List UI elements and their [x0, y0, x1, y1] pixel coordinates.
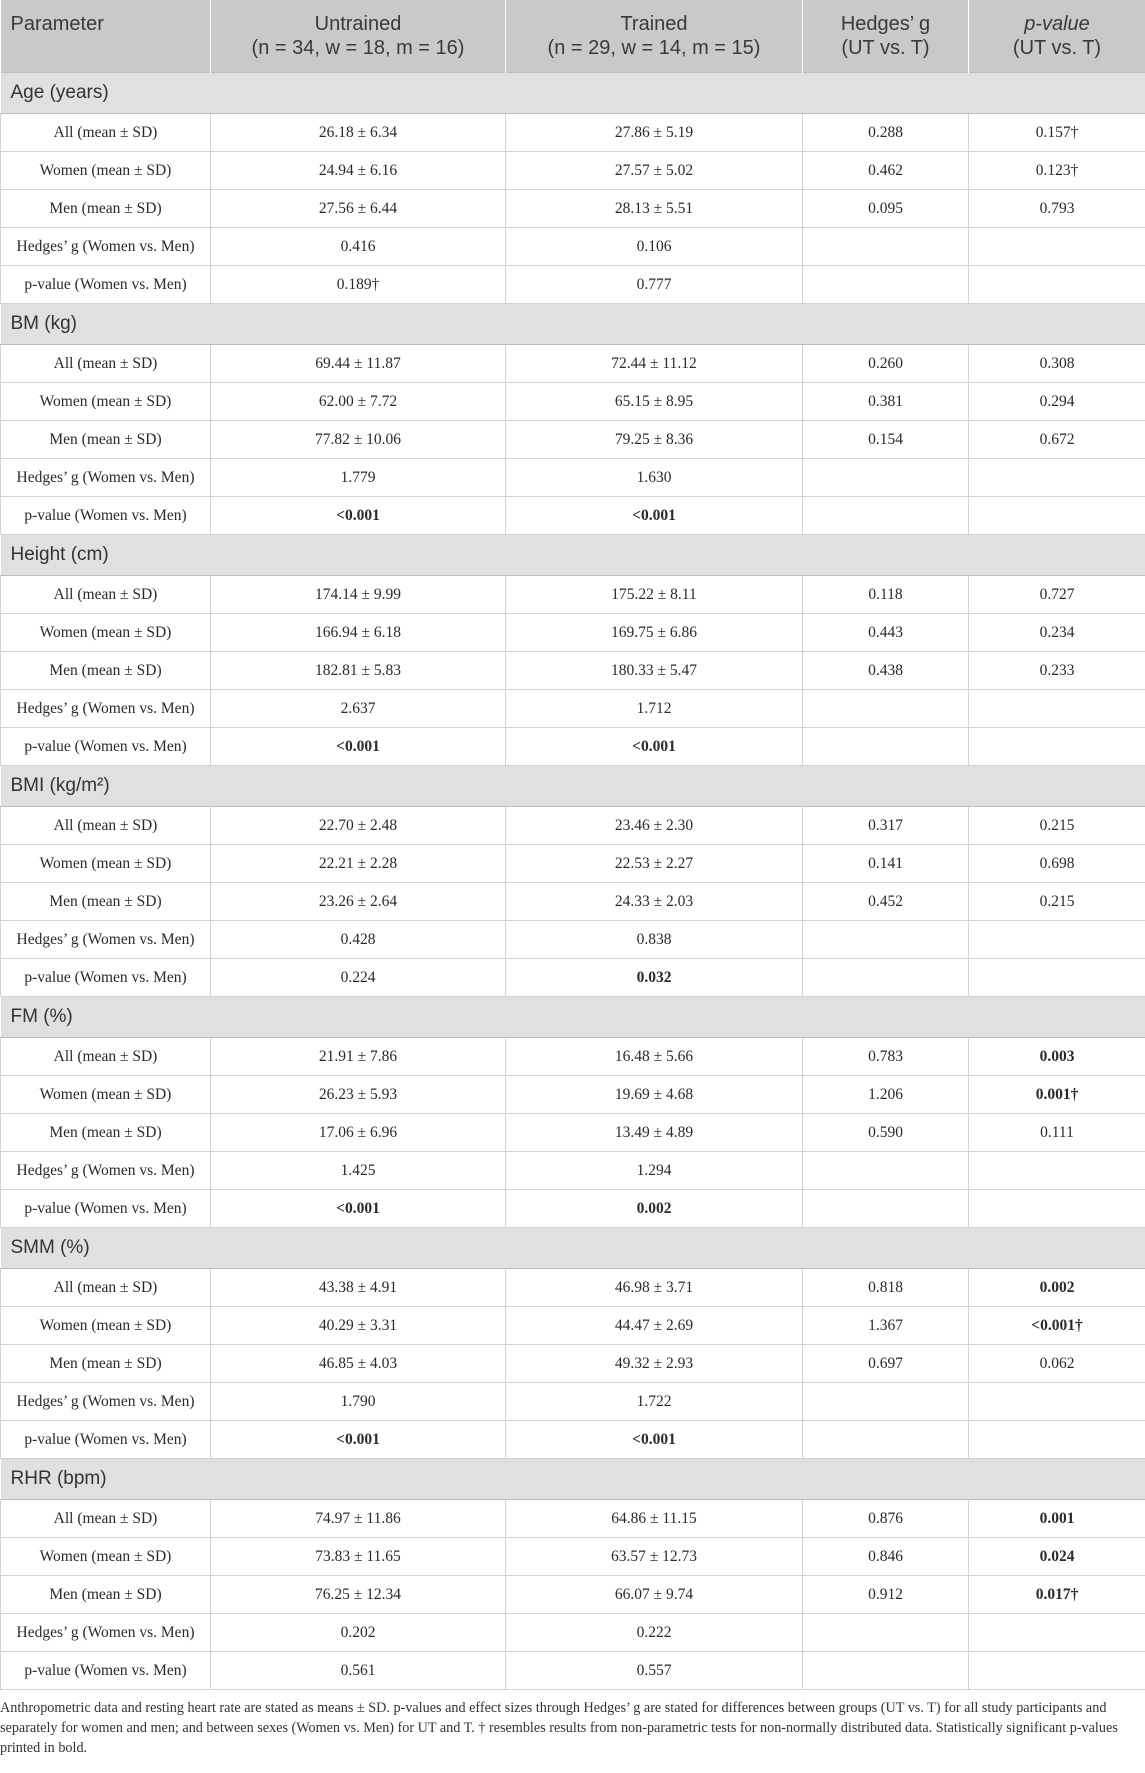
cell-hedges-g: 0.818: [803, 1269, 969, 1307]
section-title: FM (%): [1, 997, 1145, 1038]
cell-hedges-g: [803, 959, 969, 997]
row-label: Men (mean ± SD): [1, 421, 211, 459]
cell-p-value: [969, 921, 1145, 959]
cell-p-value: [969, 1152, 1145, 1190]
row-label: Hedges’ g (Women vs. Men): [1, 921, 211, 959]
row-label: All (mean ± SD): [1, 114, 211, 152]
cell-hedges-g: 0.912: [803, 1576, 969, 1614]
table-row: [1, 614, 1145, 652]
row-label: Men (mean ± SD): [1, 1576, 211, 1614]
cell-p-value: 0.001†: [969, 1076, 1145, 1114]
header-trained: [506, 0, 803, 73]
section-title: Height (cm): [1, 535, 1145, 576]
cell-hedges-g: [803, 266, 969, 304]
table-row: [1, 459, 1145, 497]
cell-trained: 175.22 ± 8.11: [506, 576, 803, 614]
cell-untrained: <0.001: [211, 1421, 506, 1459]
table-row: [1, 959, 1145, 997]
table-row: [1, 1576, 1145, 1614]
cell-untrained: 46.85 ± 4.03: [211, 1345, 506, 1383]
cell-p-value: 0.157†: [969, 114, 1145, 152]
cell-untrained: 182.81 ± 5.83: [211, 652, 506, 690]
cell-untrained: <0.001: [211, 1190, 506, 1228]
cell-untrained: 73.83 ± 11.65: [211, 1538, 506, 1576]
table-row: [1, 1038, 1145, 1076]
cell-trained: 19.69 ± 4.68: [506, 1076, 803, 1114]
cell-trained: 1.722: [506, 1383, 803, 1421]
cell-untrained: 62.00 ± 7.72: [211, 383, 506, 421]
cell-trained: 46.98 ± 3.71: [506, 1269, 803, 1307]
cell-hedges-g: [803, 1383, 969, 1421]
cell-trained: 0.222: [506, 1614, 803, 1652]
row-label: Women (mean ± SD): [1, 1538, 211, 1576]
cell-p-value: <0.001†: [969, 1307, 1145, 1345]
cell-trained: 27.86 ± 5.19: [506, 114, 803, 152]
header-untrained-label: Untrained: [314, 13, 402, 35]
cell-trained: 1.294: [506, 1152, 803, 1190]
row-label: Women (mean ± SD): [1, 614, 211, 652]
cell-hedges-g: 0.260: [803, 345, 969, 383]
row-label: Women (mean ± SD): [1, 845, 211, 883]
table-row: [1, 690, 1145, 728]
row-label: All (mean ± SD): [1, 807, 211, 845]
cell-p-value: 0.233: [969, 652, 1145, 690]
cell-hedges-g: 0.095: [803, 190, 969, 228]
row-label: Hedges’ g (Women vs. Men): [1, 1614, 211, 1652]
cell-trained: 23.46 ± 2.30: [506, 807, 803, 845]
cell-hedges-g: 0.846: [803, 1538, 969, 1576]
row-label: p-value (Women vs. Men): [1, 1652, 211, 1690]
cell-untrained: <0.001: [211, 497, 506, 535]
row-label: All (mean ± SD): [1, 345, 211, 383]
row-label: Women (mean ± SD): [1, 383, 211, 421]
table-row: [1, 1307, 1145, 1345]
cell-p-value: 0.727: [969, 576, 1145, 614]
row-label: All (mean ± SD): [1, 1500, 211, 1538]
cell-untrained: 40.29 ± 3.31: [211, 1307, 506, 1345]
cell-trained: 0.032: [506, 959, 803, 997]
cell-untrained: 0.189†: [211, 266, 506, 304]
cell-untrained: <0.001: [211, 728, 506, 766]
table-row: [1, 152, 1145, 190]
row-label: Men (mean ± SD): [1, 883, 211, 921]
cell-trained: 1.712: [506, 690, 803, 728]
table-footnote: Anthropometric data and resting heart rate are stated as means ± SD. p-values and effect sizes through Hedges’ g are stated for differences between groups (UT vs. T) for all study participants and separately for women and men; and between sexes (Women vs. Men) for UT and T. † resembles results from non-parametric tests for non-normally distributed data. Statistically significant p-values printed in bold.: [0, 1700, 1118, 1756]
header-trained-n: (n = 29, w = 14, m = 15): [547, 37, 761, 59]
row-label: Men (mean ± SD): [1, 1345, 211, 1383]
cell-untrained: 17.06 ± 6.96: [211, 1114, 506, 1152]
cell-trained: 169.75 ± 6.86: [506, 614, 803, 652]
cell-p-value: [969, 690, 1145, 728]
cell-untrained: 76.25 ± 12.34: [211, 1576, 506, 1614]
table-row: [1, 497, 1145, 535]
table-row: [1, 421, 1145, 459]
section-header-row: [1, 997, 1145, 1038]
table-row: [1, 266, 1145, 304]
cell-hedges-g: 0.141: [803, 845, 969, 883]
cell-p-value: 0.215: [969, 883, 1145, 921]
section-title: SMM (%): [1, 1228, 1145, 1269]
table-row: [1, 190, 1145, 228]
cell-trained: 44.47 ± 2.69: [506, 1307, 803, 1345]
cell-hedges-g: 0.288: [803, 114, 969, 152]
cell-untrained: 24.94 ± 6.16: [211, 152, 506, 190]
cell-hedges-g: 0.118: [803, 576, 969, 614]
cell-p-value: 0.062: [969, 1345, 1145, 1383]
cell-trained: 49.32 ± 2.93: [506, 1345, 803, 1383]
cell-untrained: 22.21 ± 2.28: [211, 845, 506, 883]
cell-p-value: 0.111: [969, 1114, 1145, 1152]
table-row: [1, 845, 1145, 883]
table-row: [1, 1345, 1145, 1383]
cell-untrained: 1.425: [211, 1152, 506, 1190]
cell-trained: 66.07 ± 9.74: [506, 1576, 803, 1614]
cell-trained: 79.25 ± 8.36: [506, 421, 803, 459]
section-title: RHR (bpm): [1, 1459, 1145, 1500]
cell-untrained: 0.561: [211, 1652, 506, 1690]
cell-trained: 63.57 ± 12.73: [506, 1538, 803, 1576]
cell-hedges-g: [803, 228, 969, 266]
cell-p-value: 0.123†: [969, 152, 1145, 190]
cell-untrained: 0.416: [211, 228, 506, 266]
cell-hedges-g: 0.443: [803, 614, 969, 652]
cell-trained: 27.57 ± 5.02: [506, 152, 803, 190]
header-p-sub: (UT vs. T): [1012, 37, 1102, 59]
cell-p-value: 0.234: [969, 614, 1145, 652]
row-label: Hedges’ g (Women vs. Men): [1, 459, 211, 497]
row-label: Hedges’ g (Women vs. Men): [1, 228, 211, 266]
cell-p-value: [969, 459, 1145, 497]
cell-hedges-g: [803, 1652, 969, 1690]
cell-p-value: 0.003: [969, 1038, 1145, 1076]
cell-untrained: 1.779: [211, 459, 506, 497]
cell-p-value: 0.294: [969, 383, 1145, 421]
cell-p-value: [969, 228, 1145, 266]
row-label: Women (mean ± SD): [1, 1076, 211, 1114]
row-label: Men (mean ± SD): [1, 652, 211, 690]
header-untrained: [211, 0, 506, 73]
table-row: [1, 114, 1145, 152]
cell-hedges-g: [803, 497, 969, 535]
header-hedges-label: Hedges’ g: [840, 13, 931, 35]
cell-p-value: 0.793: [969, 190, 1145, 228]
cell-hedges-g: 0.381: [803, 383, 969, 421]
table-row: [1, 1614, 1145, 1652]
row-label: All (mean ± SD): [1, 1269, 211, 1307]
row-label: p-value (Women vs. Men): [1, 1421, 211, 1459]
row-label: p-value (Women vs. Men): [1, 497, 211, 535]
cell-trained: 16.48 ± 5.66: [506, 1038, 803, 1076]
cell-untrained: 26.23 ± 5.93: [211, 1076, 506, 1114]
cell-hedges-g: [803, 1152, 969, 1190]
table-row: [1, 1500, 1145, 1538]
cell-trained: 24.33 ± 2.03: [506, 883, 803, 921]
header-hedges-sub: (UT vs. T): [841, 37, 930, 59]
cell-trained: 72.44 ± 11.12: [506, 345, 803, 383]
cell-trained: 0.002: [506, 1190, 803, 1228]
cell-trained: 65.15 ± 8.95: [506, 383, 803, 421]
table-row: [1, 1269, 1145, 1307]
cell-trained: <0.001: [506, 497, 803, 535]
cell-trained: 13.49 ± 4.89: [506, 1114, 803, 1152]
cell-untrained: 43.38 ± 4.91: [211, 1269, 506, 1307]
cell-untrained: 27.56 ± 6.44: [211, 190, 506, 228]
cell-untrained: 166.94 ± 6.18: [211, 614, 506, 652]
table-row: [1, 1190, 1145, 1228]
row-label: p-value (Women vs. Men): [1, 728, 211, 766]
row-label: All (mean ± SD): [1, 576, 211, 614]
cell-untrained: 0.428: [211, 921, 506, 959]
cell-trained: 22.53 ± 2.27: [506, 845, 803, 883]
section-header-row: [1, 1459, 1145, 1500]
cell-hedges-g: [803, 921, 969, 959]
table-row: [1, 807, 1145, 845]
section-header-row: [1, 73, 1145, 114]
cell-p-value: 0.672: [969, 421, 1145, 459]
cell-hedges-g: 0.783: [803, 1038, 969, 1076]
table-row: [1, 1383, 1145, 1421]
cell-p-value: 0.308: [969, 345, 1145, 383]
cell-p-value: [969, 1614, 1145, 1652]
cell-hedges-g: [803, 459, 969, 497]
table-row: [1, 1152, 1145, 1190]
cell-hedges-g: 0.697: [803, 1345, 969, 1383]
cell-untrained: 77.82 ± 10.06: [211, 421, 506, 459]
cell-hedges-g: 1.206: [803, 1076, 969, 1114]
cell-p-value: 0.002: [969, 1269, 1145, 1307]
header-p-value: [969, 0, 1145, 73]
table-row: [1, 1114, 1145, 1152]
cell-untrained: 0.202: [211, 1614, 506, 1652]
cell-hedges-g: [803, 1614, 969, 1652]
cell-hedges-g: 0.317: [803, 807, 969, 845]
header-parameter: [1, 0, 211, 73]
cell-untrained: 0.224: [211, 959, 506, 997]
cell-trained: 1.630: [506, 459, 803, 497]
cell-p-value: [969, 497, 1145, 535]
table-row: [1, 1421, 1145, 1459]
header-trained-label: Trained: [620, 13, 688, 35]
cell-p-value: [969, 1190, 1145, 1228]
table-body: [1, 73, 1145, 1690]
cell-p-value: 0.698: [969, 845, 1145, 883]
row-label: Women (mean ± SD): [1, 1307, 211, 1345]
row-label: p-value (Women vs. Men): [1, 959, 211, 997]
section-header-row: [1, 304, 1145, 345]
table-row: [1, 1538, 1145, 1576]
header-hedges: [803, 0, 969, 73]
row-label: Hedges’ g (Women vs. Men): [1, 1383, 211, 1421]
cell-trained: 0.106: [506, 228, 803, 266]
section-header-row: [1, 766, 1145, 807]
cell-trained: 28.13 ± 5.51: [506, 190, 803, 228]
table-row: [1, 576, 1145, 614]
cell-hedges-g: 1.367: [803, 1307, 969, 1345]
section-title: Age (years): [1, 73, 1145, 114]
section-header-row: [1, 1228, 1145, 1269]
cell-untrained: 174.14 ± 9.99: [211, 576, 506, 614]
cell-untrained: 69.44 ± 11.87: [211, 345, 506, 383]
table-row: [1, 921, 1145, 959]
cell-trained: 0.777: [506, 266, 803, 304]
cell-p-value: 0.215: [969, 807, 1145, 845]
header-parameter-label: Parameter: [10, 13, 104, 35]
row-label: Women (mean ± SD): [1, 152, 211, 190]
cell-trained: 64.86 ± 11.15: [506, 1500, 803, 1538]
cell-p-value: 0.024: [969, 1538, 1145, 1576]
table-row: [1, 228, 1145, 266]
cell-p-value: [969, 1652, 1145, 1690]
header-p-label: p-value: [1024, 13, 1090, 35]
table-row: [1, 728, 1145, 766]
cell-untrained: 23.26 ± 2.64: [211, 883, 506, 921]
cell-hedges-g: [803, 1421, 969, 1459]
row-label: p-value (Women vs. Men): [1, 266, 211, 304]
cell-hedges-g: 0.452: [803, 883, 969, 921]
header-row: [1, 0, 1145, 73]
table-row: [1, 383, 1145, 421]
cell-hedges-g: [803, 728, 969, 766]
cell-p-value: [969, 266, 1145, 304]
table-row: [1, 1652, 1145, 1690]
cell-trained: 180.33 ± 5.47: [506, 652, 803, 690]
cell-trained: 0.557: [506, 1652, 803, 1690]
cell-hedges-g: 0.154: [803, 421, 969, 459]
cell-p-value: [969, 1383, 1145, 1421]
cell-trained: <0.001: [506, 1421, 803, 1459]
table-row: [1, 652, 1145, 690]
cell-trained: 0.838: [506, 921, 803, 959]
section-header-row: [1, 535, 1145, 576]
cell-untrained: 22.70 ± 2.48: [211, 807, 506, 845]
cell-untrained: 26.18 ± 6.34: [211, 114, 506, 152]
row-label: All (mean ± SD): [1, 1038, 211, 1076]
row-label: Hedges’ g (Women vs. Men): [1, 690, 211, 728]
cell-untrained: 21.91 ± 7.86: [211, 1038, 506, 1076]
cell-untrained: 74.97 ± 11.86: [211, 1500, 506, 1538]
row-label: Men (mean ± SD): [1, 1114, 211, 1152]
table-row: [1, 345, 1145, 383]
row-label: Men (mean ± SD): [1, 190, 211, 228]
cell-trained: <0.001: [506, 728, 803, 766]
cell-hedges-g: 0.876: [803, 1500, 969, 1538]
cell-hedges-g: 0.438: [803, 652, 969, 690]
cell-p-value: 0.017†: [969, 1576, 1145, 1614]
table-row: [1, 1076, 1145, 1114]
table-row: [1, 883, 1145, 921]
cell-hedges-g: 0.590: [803, 1114, 969, 1152]
cell-hedges-g: [803, 690, 969, 728]
cell-p-value: 0.001: [969, 1500, 1145, 1538]
cell-p-value: [969, 1421, 1145, 1459]
cell-untrained: 2.637: [211, 690, 506, 728]
cell-p-value: [969, 728, 1145, 766]
row-label: Hedges’ g (Women vs. Men): [1, 1152, 211, 1190]
cell-untrained: 1.790: [211, 1383, 506, 1421]
header-untrained-n: (n = 34, w = 18, m = 16): [251, 37, 465, 59]
row-label: p-value (Women vs. Men): [1, 1190, 211, 1228]
cell-hedges-g: 0.462: [803, 152, 969, 190]
section-title: BM (kg): [1, 304, 1145, 345]
section-title: BMI (kg/m²): [1, 766, 1145, 807]
cell-p-value: [969, 959, 1145, 997]
cell-hedges-g: [803, 1190, 969, 1228]
